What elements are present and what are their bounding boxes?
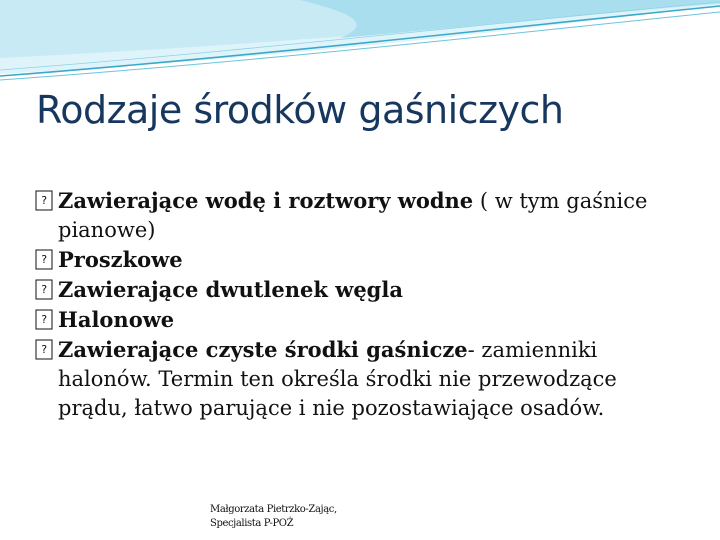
bullet-marker-icon: ? [34, 309, 54, 330]
bullet-bold-text: Proszkowe [58, 247, 183, 272]
bullet-bold-text: Halonowe [58, 307, 175, 332]
header-wave-decoration [0, 0, 720, 90]
footer-author-role: Specjalista P-POŻ [210, 518, 294, 529]
bullet-bold-text: Zawierające wodę i roztwory wodne [58, 188, 474, 213]
bullet-list [34, 186, 674, 423]
list-item [34, 186, 674, 245]
bullet-text: - zamienniki halonów. Termin ten określa środki nie przewodzące prądu, łatwo parujące i nie pozostawiające osadów. [58, 338, 617, 420]
bullet-bold-text: Zawierające czyste środki gaśnicze [58, 337, 468, 362]
footer-author-name: Małgorzata Pietrzko-Zając, [210, 504, 337, 515]
bullet-marker-icon: ? [34, 339, 54, 360]
bullet-marker-icon: ? [34, 249, 54, 270]
author-footer [210, 503, 337, 531]
bullet-marker-icon: ? [34, 190, 54, 211]
list-item [34, 245, 674, 275]
slide-title: Rodzaje środków gaśniczych [36, 88, 564, 132]
list-item [34, 335, 674, 423]
bullet-marker-icon: ? [34, 279, 54, 300]
list-item [34, 275, 674, 305]
list-item [34, 305, 674, 335]
bullet-bold-text: Zawierające dwutlenek węgla [58, 277, 403, 302]
bullet-text: ( w tym gaśnice pianowe) [58, 189, 648, 242]
